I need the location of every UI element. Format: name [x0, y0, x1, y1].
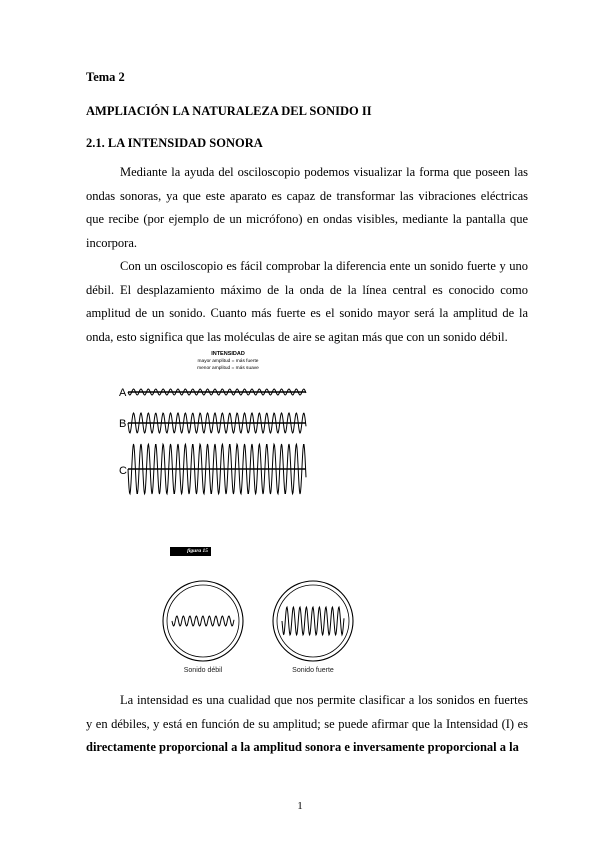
strong-oscilloscope-wave — [282, 607, 344, 635]
page-number: 1 — [297, 800, 303, 812]
strong-screen-inner — [277, 585, 349, 657]
intensity-definition-text: La intensidad es una cualidad que nos permite clasificar a los sonidos en fuertes y en débiles, y está en función de su amplitud; se puede afirmar que la Intensidad (I) es — [86, 693, 528, 731]
intensity-waves-figure — [118, 347, 308, 502]
wave-label-c: C — [119, 465, 127, 477]
section-heading: 2.1. LA INTENSIDAD SONORA — [86, 136, 263, 150]
paragraph-intensity-definition — [86, 689, 528, 760]
paragraph-oscilloscope-intro: Mediante la ayuda del osciloscopio podemos visualizar la forma que poseen las ondas sonoras, ya que este aparato es capaz de transformar las vibraciones eléctricas que recibe (por ejemplo de un micrófono) en ondas visibles, mediante la pantalla que incorpora. — [86, 165, 528, 250]
topic-heading: Tema 2 — [86, 70, 125, 84]
weak-screen-inner — [167, 585, 239, 657]
figure-tag — [170, 547, 211, 556]
intensity-figure-title: INTENSIDAD — [211, 351, 245, 357]
caption-weak-sound: Sonido débil — [183, 667, 223, 674]
wave-label-b: B — [119, 418, 127, 430]
chapter-title: AMPLIACIÓN LA NATURALEZA DEL SONIDO II — [86, 104, 372, 118]
figure-tag-label: figura 15 — [187, 548, 208, 554]
caption-strong-sound: Sonido fuerte — [292, 667, 334, 674]
wave-label-a: A — [119, 387, 127, 399]
intensity-figure-line-2: menor amplitud = más suave — [197, 366, 259, 371]
intensity-figure-line-1: mayor amplitud = más fuerte — [197, 359, 259, 364]
intensity-definition-bold: directamente proporcional a la amplitud sonora e inversamente proporcional a la — [86, 740, 519, 754]
weak-oscilloscope-wave — [172, 616, 234, 626]
paragraph-amplitude: Con un osciloscopio es fácil comprobar la diferencia ente un sonido fuerte y uno débil. El desplazamiento máximo de la onda de la línea central es conocido como amplitud de un sonido. Cuanto más fuerte es el sonido mayor será la amplitud de la onda, esto significa que las moléculas de aire se agitan más que con un sonido débil. — [86, 259, 528, 344]
oscilloscope-figure — [160, 578, 370, 678]
